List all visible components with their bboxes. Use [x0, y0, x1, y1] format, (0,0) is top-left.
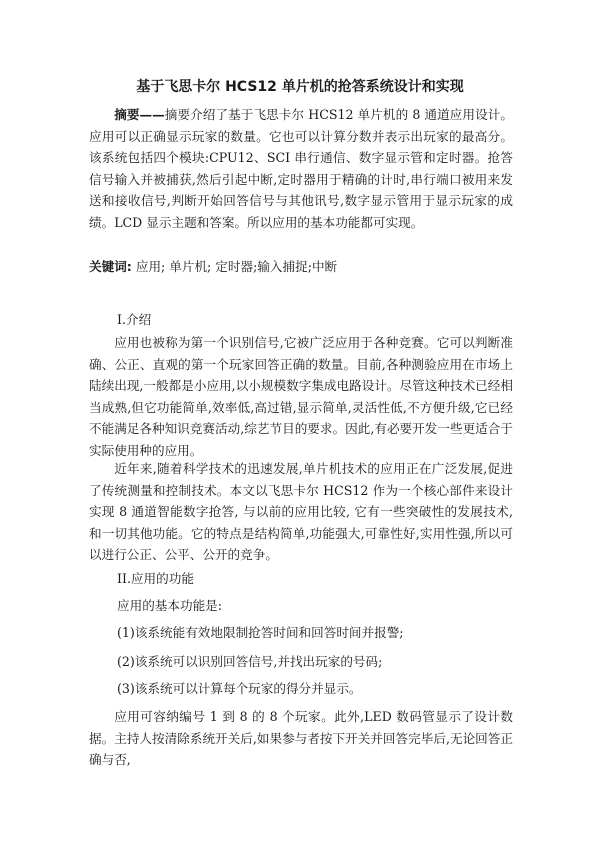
section-heading-functions: II.应用的功能 — [117, 571, 194, 586]
function-item-2: (2)该系统可以识别回答信号,并找出玩家的号码; — [117, 654, 383, 669]
abstract-paragraph — [89, 104, 513, 234]
section-heading-intro: I.介绍 — [117, 312, 152, 327]
function-item-1: (1)该系统能有效地限制抢答时间和回答时间并报警; — [117, 625, 404, 640]
functions-paragraph: 应用可容纳编号 1 到 8 的 8 个玩家。此外,LED 数码管显示了设计数据。主持人按清除系统开关后,如果参与者按下开关并回答完毕后,无论回答正确与否, — [89, 709, 513, 768]
keywords-text: 应用; 单片机; 定时器;输入捕捉;中断 — [135, 259, 338, 274]
function-item-3: (3)该系统可以计算每个玩家的得分并显示。 — [117, 681, 362, 696]
keywords-line — [89, 257, 513, 277]
paper-title: 基于飞思卡尔 HCS12 单片机的抢答系统设计和实现 — [136, 79, 464, 95]
keywords-label: 关键词: — [89, 259, 132, 274]
abstract-text: 摘要介绍了基于飞思卡尔 HCS12 单片机的 8 通道应用设计。应用可以正确显示玩家的数量。它也可以计算分数并表示出玩家的最高分。该系统包括四个模块:CPU12、SCI 串行通信、数字显示管和定时器。抢答信号输入并被捕获,然后引起中断,定时器用于精确的计时,串行端口被用来发送和接收信号,判断开始回答信号与其他讯号,数字显示管用于显示玩家的成绩。LCD 显示主题和答案。所以应用的基本功能都可实现。 — [89, 107, 514, 230]
intro-paragraph-2: 近年来,随着科学技术的迅速发展,单片机技术的应用正在广泛发展,促进了传统测量和控制技术。本文以飞思卡尔 HCS12 作为一个核心部件来设计实现 8 通道智能数字抢答, 与以前的应用比较, 它有一些突破性的发展技术, 和一切其他功能。它的特点是结构简单,功能强大,可靠性好,实用性强,所以可以进行公正、公平、公开的竞争。 — [89, 461, 513, 563]
intro-paragraph-1: 应用也被称为第一个识别信号,它被广泛应用于各种竞赛。它可以判断准确、公正、直观的第一个玩家回答正确的数量。目前,各种测验应用在市场上陆续出现,一般都是小应用,以小规模数字集成电路设计。尽管这种技术已经相当成熟,但它功能简单,效率低,高过错,显示简单,灵活性低,不方便升级,它已经不能满足各种知识竞赛活动,综艺节目的要求。因此,有必要开发一些更适合于实际使用种的应用。 — [89, 335, 513, 458]
abstract-label: 摘要—— — [114, 107, 165, 122]
functions-intro: 应用的基本功能是: — [117, 598, 222, 613]
